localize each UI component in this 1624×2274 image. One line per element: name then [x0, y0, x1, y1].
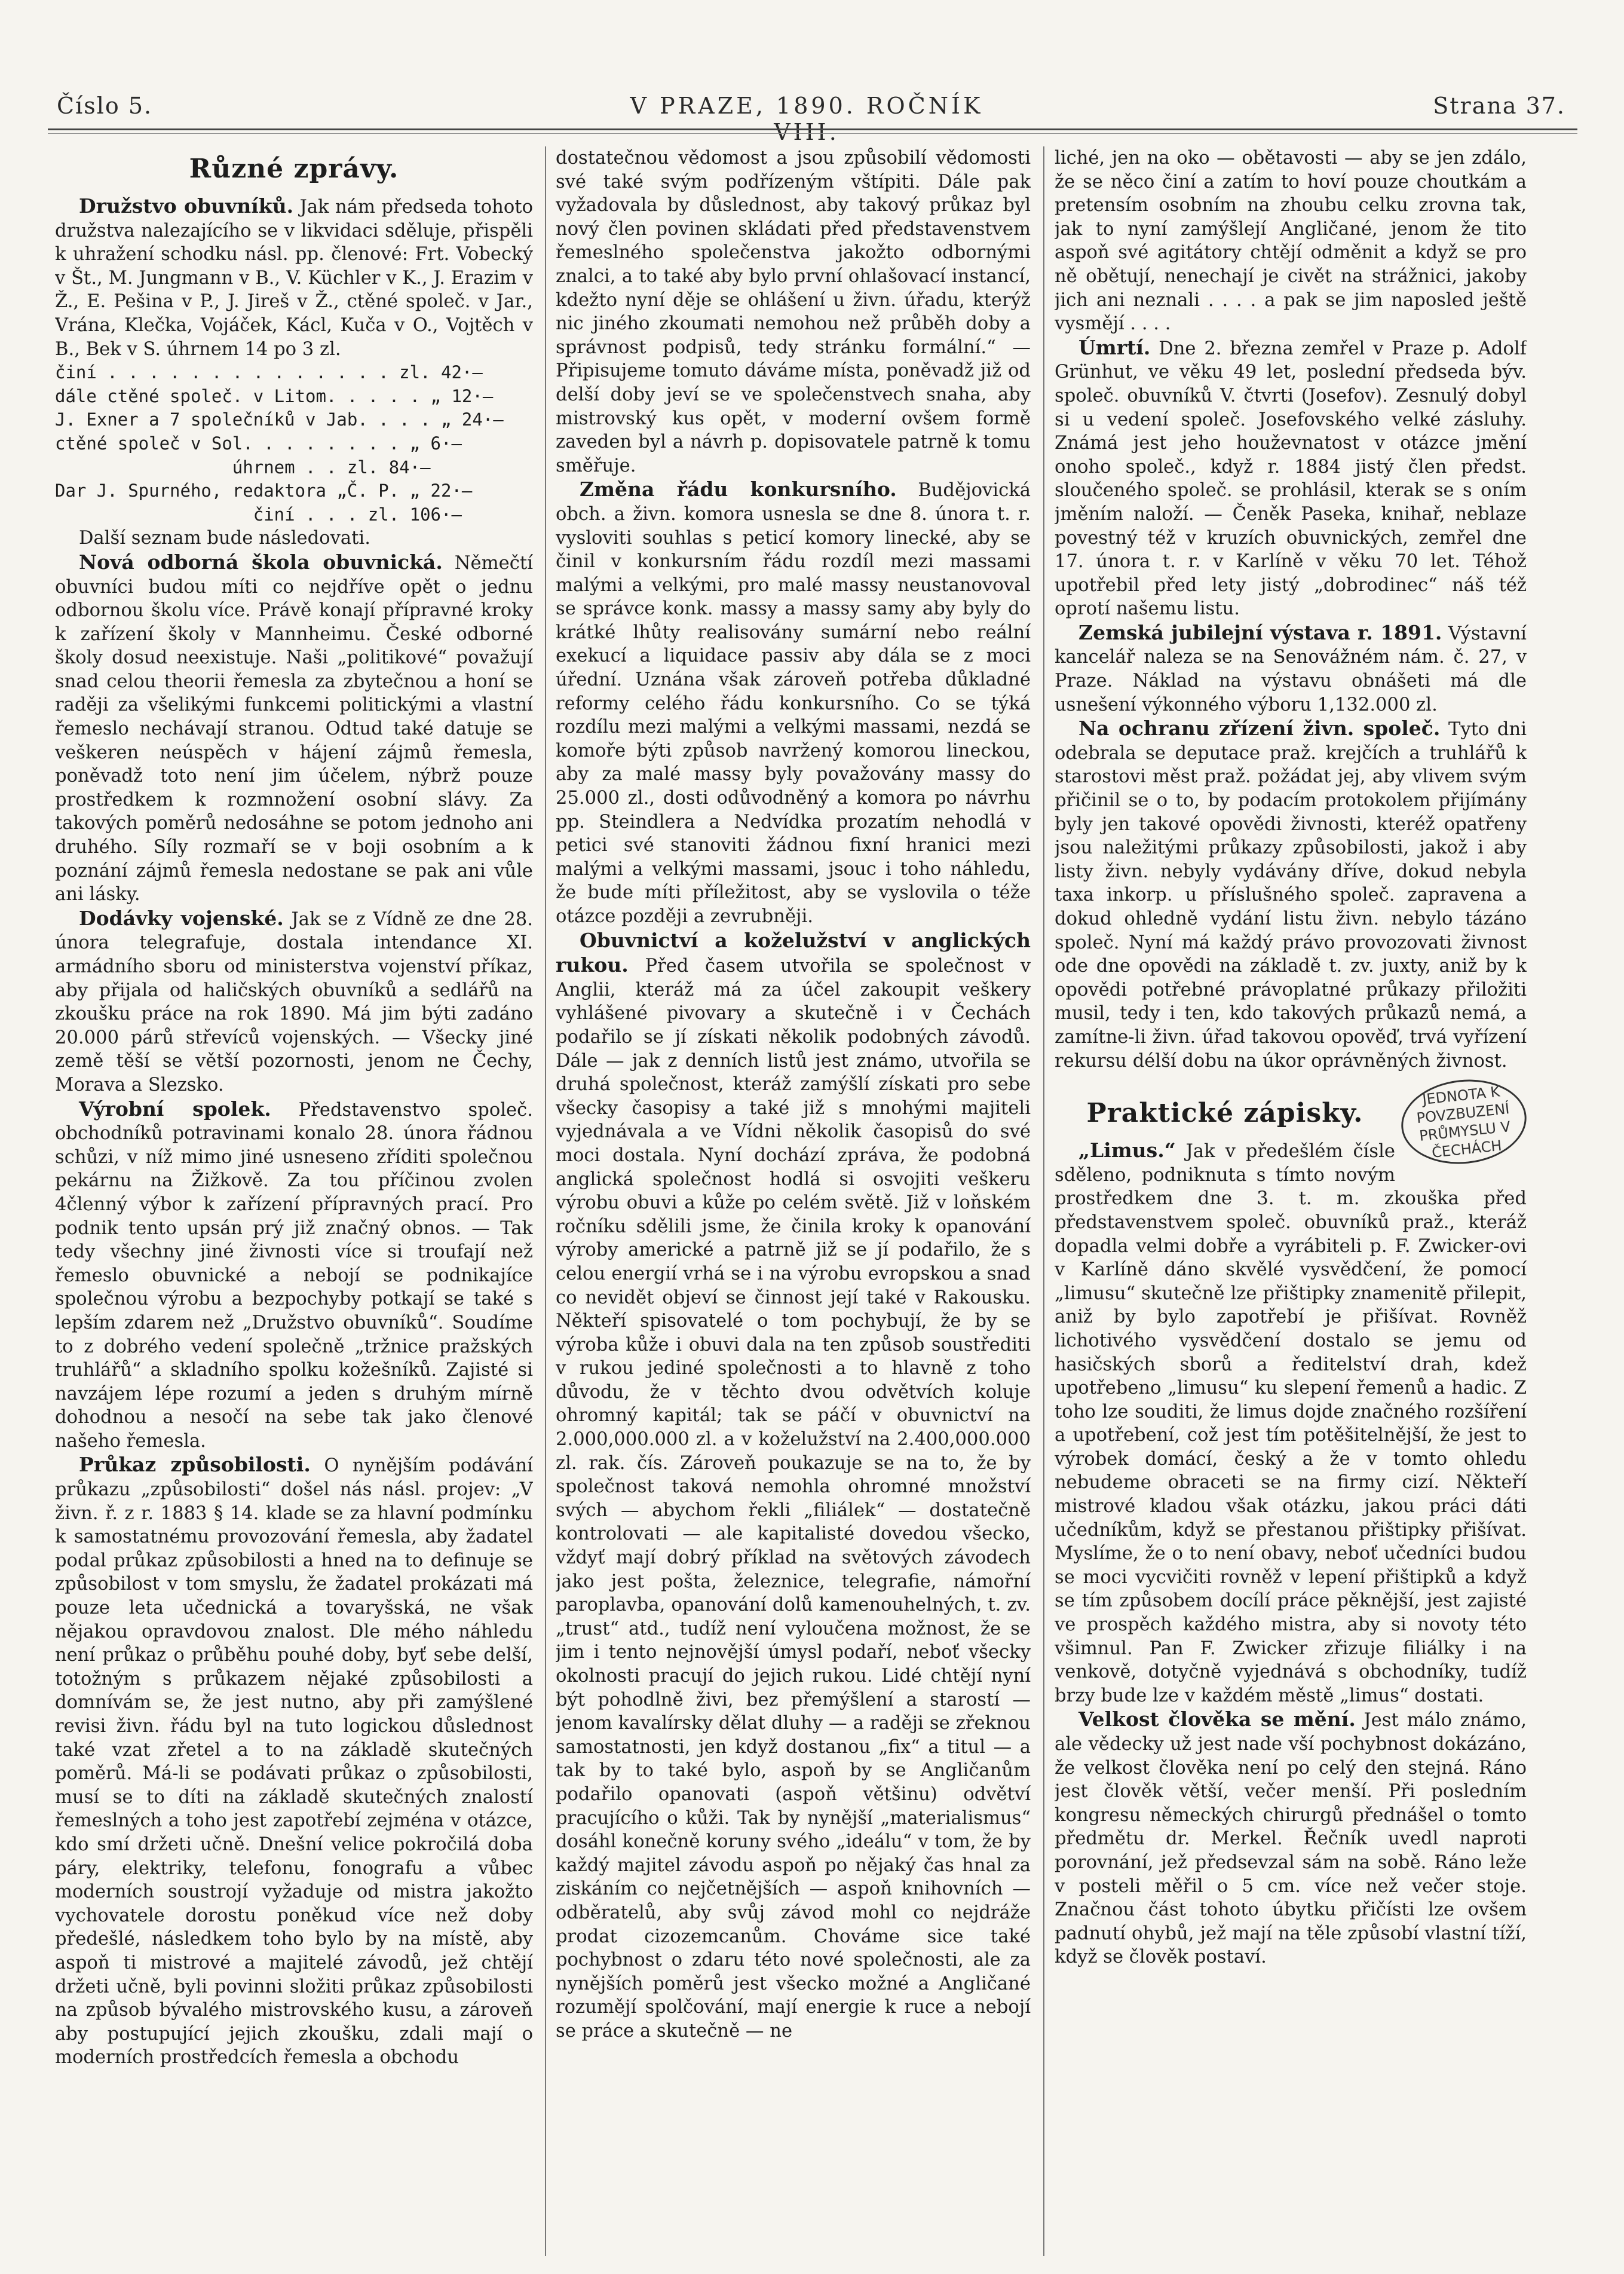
article-heading: Obuvnictví a koželužství v anglických rukou.: [556, 928, 1031, 977]
column-2: [556, 146, 1031, 2256]
article-text: Jak v předešlém čísle sděleno, podniknuta s tímto novým prostředkem dne 3. t. m. zkouška před představenstvem společ. obuvníků praž., kteráž dopadla velmi dobře a vyrábiteli p. F. Zwicker-ovi v Karlíně dáno skvělé vysvědčení, že pomocí „limusu“ skutečně lze přištipky znamenitě přilepit, aniž by bylo zapotřebí je přišívat. Rovněž lichotivého vysvědčení dostalo se jemu od hasičských sborů a ředitelství drah, kdež upotřebeno „limusu“ ku slepení řemenů a hadic. Z toho lze souditi, že limus dojde značného rozšíření a upotřebení, což jest tím potěšitelnější, že jest to výrobek domácí, český a že v tomto ohledu nebudeme obraceti se na firmy cizí. Někteří mistrové kladou však otázku, jakou práci dáti učedníkům, když se přestanou přištipky přišívat. Myslíme, že o to není obavy, neboť učedníci budou se moci vycvičiti rovněž v lepení přištipků a když se tím způsobem docílí práce pěknější, jest zajisté ve prospěch každého mistra, aby si novoty této všimnul. Pan F. Zwicker zřizuje filiálky i na venkově, dotyčně vyjednává s obchodníky, tudíž brzy bude lze v každém městě „limus“ dostati.: [1055, 1141, 1527, 1706]
article: [55, 907, 533, 1097]
article-heading: Družstvo obuvníků.: [79, 194, 294, 218]
column-1: [55, 146, 533, 2256]
article-text: Před časem utvořila se společnost v Anglii, kteráž má za účel zakoupit veškery vyhlášené pivovary a skutečně i v Čechách podařilo se jí získati několik podobných závodů. Dále — jak z denních listů jest známo, utvořila se druhá společnost, kteráž zamýšlí získati pro sebe všecky časopisy a také již s mnohými majiteli vyjednávala a ve Vídni několik časopisů do své moci dostala. Nyní dochází zpráva, že podobná anglická společnost hodlá si osvojiti veškeru výrobu obuvi a kůže po celém světě. Již v loňském ročníku sdělili jsme, že činila kroky k opanování výroby americké a patrně již se jí podařilo, že s celou energií vrhá se i na výrobu evropskou a snad co nevidět objeví se činnost její také v Rakousku. Někteří spisovatelé o tom pochybují, že by se výroba kůže i obuvi dala na ten způsob soustřediti v rukou jediné společnosti a to hlavně z toho důvodu, že v těchto dvou odvětvích koluje ohromný kapitál; tak se páčí v obuvnictví na 2.000,000.000 zl. a v koželužství na 2.400,000.000 zl. rak. čís. Zároveň poukazuje se na to, že by společnost taková nemohla ohromné množství svých — abychom řekli „filiálek“ — dostatečně kontrolovati — ale kapitalisté dovedou všecko, vždyť mají dobrý příklad na světových závodech jako jest pošta, železnice, telegrafie, námořní paroplavba, opanování dolů kamenouhelných, t. zv. „trust“ atd., tudíž není vyloučena možnost, že se jim i tento nejnovější úmysl podaří, neboť všecky okolnosti pracují do jejich rukou. Lidé chtějí nyní být pohodlně živi, bez přemýšlení a starostí — jenom kavalírsky dělat dluhy — a raději se zřeknou samostatnosti, jen když dostanou „fix“ a titul — a tak by to také bylo, aspoň by se Angličanům podařilo opanovati (aspoň většinu) odvětví pracujícího o kůži. Tak by nynější „materialismus“ dosáhl konečně koruny svého „ideálu“ v tom, že by každý majitel závodu aspoň po nějaký čas hnal za ziskáním co nejčetnějších — aspoň knihovních — odběratelů, aby svůj závod mohl co nejdráže prodat cizozemcanům. Chováme sice také pochybnost o zdaru této nové společnosti, ale za nynějších poměrů jest všecko možné a Angličané rozumějí spolčování, mají energie k ruce a nebojí se práce a skutečně — ne: [556, 956, 1031, 2042]
article-heading: Zemská jubilejní výstava r. 1891.: [1078, 620, 1442, 644]
article-text: Jak nám předseda tohoto družstva nalezajícího se v likvidaci sděluje, přispěli k uhražení schodku násl. pp. členové: Frt. Vobecký v Št., M. Jungmann v B., V. Küchler v K., J. Erazim v Ž., E. Pešina v P., J. Jireš v Ž., ctěné společ. v Jar., Vrána, Klečka, Vojáček, Kácl, Kuča v O., Vojtěch v B., Bek v S. úhrnem 14 po 3 zl.: [55, 197, 533, 360]
article: [55, 550, 533, 907]
article-heading: Úmrtí.: [1078, 335, 1151, 359]
article-heading: Dodávky vojenské.: [79, 906, 284, 930]
article-continuation: dostatečnou vědomost a jsou způsobilí vědomosti své také svým podřízeným vštípiti. Dále pak vyžadovala by důslednost, aby takový průkaz byl nový člen povinen skládati před představenstvem řemeslného společenstva jakožto odbornými znalci, a to také aby bylo první ohlašovací instancí, kdežto nyní děje se ohlášení u živn. úřadu, kterýž nic jiného zkoumati nemohou než průběh doby a správnost podpisů, tedy stránku formální.“ — Připisujeme tomuto dáváme místa, poněvadž již od delší doby jeví se ve společenstvech snaha, aby mistrovský kus opět, v moderní ovšem formě zaveden byl a návrh p. dopisovatele patrně k tomu směřuje.: [556, 148, 1031, 476]
article: [1055, 717, 1527, 1073]
finance-row: činí . . . zl. 106·—: [55, 504, 462, 525]
article-text: Tyto dni odebrala se deputace praž. krejčích a truhlářů k starostovi měst praž. požádat jej, aby vlivem svým přičinil se o to, by podacím protokolem přijímány byly jen takové opovědi živnosti, kteréž opatřeny jsou naležitými průkazy způsobilosti, jakož i aby listy živn. nebyly vydávány dříve, dokud nebyla taxa inkorp. u příslušného společ. zapravena a dokud ohledně vydání listu živn. nebylo tázáno společ. Nyní má každý právo provozovati živnost ode dne opovědi na základě t. zv. juxty, aniž by k opovědi potřebné právoplatné průkazy přiložiti musil, tedy i ten, kdo takových průkazů nemá, a zamítne-li živn. úřad takovou opověď, trvá vyřízení rekursu délší dobu na úkor oprávněných živnost.: [1055, 719, 1527, 1072]
article-text: Jak se z Vídně ze dne 28. února telegrafuje, dostala intendance XI. armádního sboru od ministerstva vojenství příkaz, aby přijala od haličských obuvníků a sedlářů na zkoušku práce na rok 1890. Má jim býti zadáno 20.000 párů střevíců vojenských. — Všecky jiné země těší se větší pozornosti, jenom ne Čechy, Morava a Slezsko.: [55, 908, 533, 1095]
article-text: Dne 2. března zemřel v Praze p. Adolf Grünhut, ve věku 49 let, poslední předseda býv. společ. obuvníků V. čtvrti (Josefov). Zesnulý dobyl si u vedení společ. Josefovského velké zásluhy. Známá jest jeho houževnatost v otázce jmění onoho společ., když r. 1884 jistý člen předst. sloučeného společ. se prohlásil, kterak se s oním jměním naloží. — Čeněk Paseka, knihař, neblaze povestný též v kruzích obuvnických, zemřel dne 17. února t. r. v Karlíně v věku 70 let. Téhož upotřebil před lety jistý „dobrodinec“ náš též oprotí našemu listu.: [1055, 338, 1527, 620]
finance-row: dále ctěné společ. v Litom. . . . . „ 12·—: [55, 385, 494, 406]
article-heading: Změna řádu konkursního.: [580, 478, 897, 501]
section-title: Praktické zápisky.: [1086, 1098, 1363, 1129]
article-heading: Výrobní spolek.: [79, 1097, 271, 1121]
article-heading: Na ochranu zřízení živn. společ.: [1078, 717, 1441, 740]
finance-row: ctěné společ v Sol. . . . . . . . „ 6·—: [55, 433, 462, 454]
section-title: Různé zprávy.: [189, 154, 399, 184]
column-3: [1055, 146, 1527, 2256]
article-text: Výstavní kancelář naleza se na Senovážném nám. č. 27, v Praze. Náklad na výstavu obnášeti má dle usnešení výkonného výboru 1,132.000 zl.: [1055, 623, 1527, 715]
article: [1055, 621, 1527, 717]
finance-row: činí . . . . . . . . . . . . . . zl. 42·—: [55, 362, 483, 383]
article-heading: Průkaz způsobilosti.: [79, 1453, 311, 1477]
issue-number: Číslo 5.: [57, 93, 153, 119]
article-text: Jest málo známo, ale vědecky už jest nade vší pochybnost dokázáno, že velkost člověka není po celý den stejná. Ráno jest člověk větší, večer menší. Při posledním kongresu německých chirurgů přednášel o tomto předmětu dr. Merkel. Řečník uvedl naproti porovnání, jež předsevzal sám na sobě. Ráno leže v posteli měřil o 5 cm. více než večer stoje. Značnou část tohoto úbytku přičísti lze ovšem padnutí ohybů, jež mají na těle způsobí vlastní tíží, když se člověk postaví.: [1055, 1710, 1527, 1968]
article-heading: „Limus.“: [1078, 1138, 1176, 1162]
article-text: Němečtí obuvníci budou míti co nejdříve opět o jednu odbornou školu více. Právě konají přípravné kroky k zařízení školy v Mannheimu. České odborné školy dosud neexistuje. Naši „politikové“ považují snad celou theorii řemesla za zbytečnou a honí se raději za všelikými funkcemi politickými a vlastní řemeslo nechávají stranou. Odtud také datuje se veškeren neúspěch v hájení zájmů řemesla, poněvadž toto není jim účelem, nýbrž pouze prostředkem k rozmnožení osobní slávy. Za takových poměrů nedosáhne se potom jednoho ani druhého. Síly rozmaří se v boji osobním a k poznání zájmů řemesla nedostane se pak ani vůle ani lásky.: [55, 552, 533, 905]
article: [55, 1453, 533, 2069]
article-text: O nynějším podávání průkazu „způsobilosti“ došel nás násl. projev: „V živn. ř. z r. 1883 § 14. klade se za hlavní podmínku k samostatnému provozování řemesla, aby žadatel podal průkaz způsobilosti a hned na to definuje se způsobilost v tom smyslu, že žadatel prokázati má pouze leta učednická a tovaryšská, ne však nějakou opravdovou znalost. Dle mého náhledu není průkaz o průběhu pouhé doby, byť sebe delší, totožným s průkazem nějaké způsobilosti a domnívám se, že jest nutno, aby při zamýšlené revisi živn. řádu byl na tuto logickou důslednost také vzat zřetel a to na základě skutečných poměrů. Má-li se podávati průkaz o způsobilosti, musí se to díti na základě skutečných znalostí řemeslných a toho jest zapotřebí zejména v otázce, kdo smí držeti učně. Dnešní velice pokročilá doba páry, elektriky, telefonu, fonografu a vůbec moderních soustrojí vyžaduje od mistra jakožto vychovatele dorostu poněkud více než doby předešlé, následkem toho bylo by na místě, aby aspoň ti mistrové a majitelé závodů, jež chtějí držeti učně, byli povinni složiti průkaz způsobilosti na způsob bývalého mistrovského kusu, a zároveň aby postupující jejich zkoušku, zdali mají o moderních prostředcích řemesla a obchodu: [55, 1455, 533, 2068]
column-divider: [1043, 146, 1044, 2256]
library-stamp: JEDNOTA K POVZBUZENÍ PRŮMYSLU V ČECHÁCH: [1397, 1074, 1527, 1170]
masthead-line: V PRAZE, 1890. ROČNÍK VIII.: [630, 93, 983, 145]
article: [1055, 1138, 1527, 1707]
finance-note: Další seznam bude následovati.: [79, 528, 370, 549]
article: [55, 194, 533, 361]
article: [556, 478, 1031, 928]
finance-row: úhrnem . . zl. 84·—: [55, 457, 431, 478]
article-text: Budějovická obch. a živn. komora usnesla se dne 8. února t. r. vysloviti souhlas s peticí komory linecké, aby se činil v konkursním řádu rozdíl mezi massami malými a velkými, pro malé massy neustanovoval se správce konk. massy a massy samy aby byly do krátké lhůty realisovány sumární nebo reální exekucí a liquidace passiv aby dála se z moci úřední. Uznána však zároveň potřeba důkladné reformy celého řádu konkursního. Co se týká rozdílu mezi malými a velkými massami, nezdá se komoře býti způsob navržený komorou lineckou, aby za malé massy byly považovány massy do 25.000 zl., dosti odůvodněný a komora po návrhu pp. Steindlera a Nedvídka prozatím nehodlá v petici své stanoviti žádnou fixní hranici mezi malými a velkými massami, jsouc i toho náhledu, že bude míti příležitost, aby se vyslovila o téže otázce později a zevrubněji.: [556, 480, 1031, 927]
article: [1055, 336, 1527, 621]
column-divider: [545, 146, 546, 2256]
finance-row: Dar J. Spurného, redaktora „Č. P. „ 22·—: [55, 480, 473, 501]
article: [556, 929, 1031, 2043]
article: [1055, 1707, 1527, 1969]
header-rule: [48, 128, 1577, 134]
article-heading: Nová odborná škola obuvnická.: [79, 550, 443, 574]
page-number: Strana 37.: [1433, 93, 1565, 119]
article-text: Představenstvo společ. obchodníků potravinami konalo 28. února řádnou schůzi, v níž mimo jiné usneseno zříditi společnou pekárnu na Žižkově. Za tou příčinou zvolen 4členný výbor k zařízení přípravných prací. Pro podnik tento upsán prý již značný obnos. — Tak tedy všechny jiné živnosti více si troufají než řemeslo obuvnické a nebojí se podnikajíce společnou výrobu a bezpochyby potkají se také s lepším zdarem než „Družstvo obuvníků“. Soudíme to z dobrého vedení společně „tržnice pražských truhlářů“ a skladního spolku kožešníků. Zajisté si navzájem lépe rozumí a jeden s druhým mírně dohodnou a nesočí na sebe tak jako členové našeho řemesla.: [55, 1099, 533, 1452]
article-heading: Velkost člověka se mění.: [1078, 1707, 1356, 1731]
article-continuation: liché, jen na oko — obětavosti — aby se jen zdálo, že se něco činí a zatím to hoví pouze choutkám a pretensím osobním na zhoubu celku zrovna tak, jak to nyní zamýšlejí Angličané, jenom že tito aspoň své agitátory chtějí odměnit a když se pro ně obětují, nenechají je civět na strážnici, jakoby jich ani neznali . . . . a pak se jim naposled ještě vysmějí . . . .: [1055, 148, 1527, 335]
finance-row: J. Exner a 7 společníků v Jab. . . . „ 24·—: [55, 409, 504, 430]
article: [55, 1097, 533, 1453]
